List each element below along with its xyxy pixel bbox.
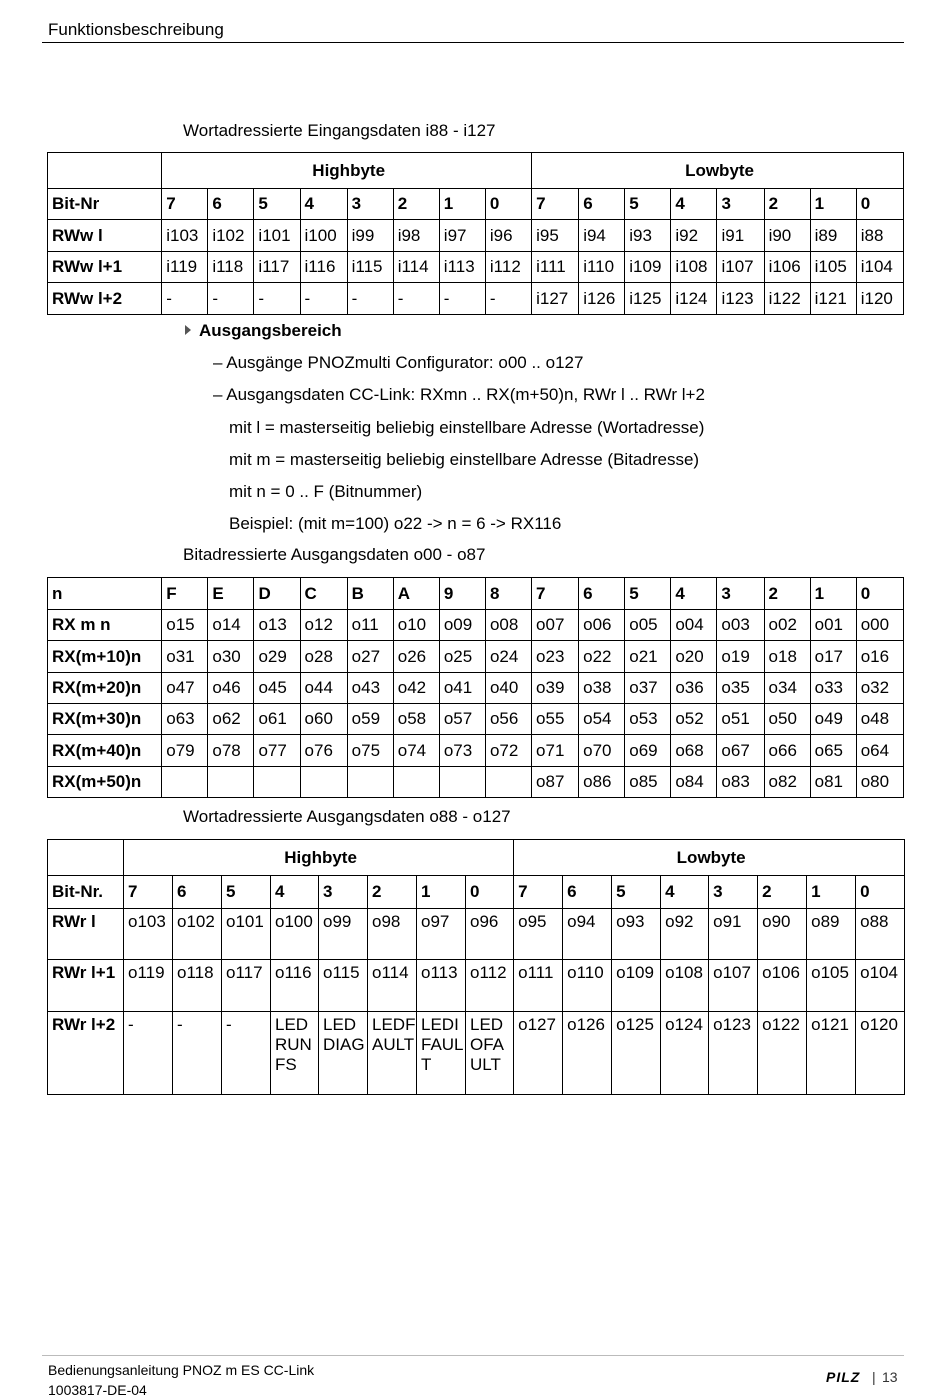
table-cell: o82: [764, 767, 810, 798]
table-cell: -: [173, 1012, 222, 1095]
table-cell: o125: [612, 1012, 661, 1095]
table-cell: o03: [717, 610, 764, 641]
table-cell: i88: [856, 220, 903, 252]
table-cell: 5: [254, 189, 300, 220]
table-cell: RX(m+40)n: [48, 735, 162, 767]
table-cell: 3: [709, 876, 758, 909]
table-row: [48, 220, 904, 252]
table-cell: o102: [173, 909, 222, 960]
table-cell: o105: [807, 960, 856, 1012]
table-cell: i111: [532, 252, 579, 283]
table-cell: RWr l+2: [48, 1012, 124, 1095]
table-cell: i127: [532, 283, 579, 315]
table-row: [48, 189, 904, 220]
table-cell: 2: [758, 876, 807, 909]
table-cell: o118: [173, 960, 222, 1012]
table-cell: 0: [856, 876, 905, 909]
table-cell: o59: [347, 704, 393, 735]
table-cell: i101: [254, 220, 300, 252]
table-cell: o78: [208, 735, 254, 767]
table-cell: o112: [466, 960, 514, 1012]
table-cell: o54: [579, 704, 625, 735]
table-cell: o103: [124, 909, 173, 960]
table-cell: o05: [625, 610, 671, 641]
table-cell: o69: [625, 735, 671, 767]
table-cell: o115: [319, 960, 368, 1012]
table-cell: o17: [810, 641, 856, 673]
table-cell: i122: [764, 283, 810, 315]
table-cell: o33: [810, 673, 856, 704]
table-cell: o127: [514, 1012, 563, 1095]
table-cell: 6: [208, 189, 254, 220]
table-cell: 6: [579, 578, 625, 610]
table-cell: o77: [254, 735, 300, 767]
table-cell: o76: [300, 735, 347, 767]
table-cell: 5: [625, 578, 671, 610]
table-row: [48, 641, 904, 673]
table-cell: o42: [393, 673, 439, 704]
header-rule: [42, 42, 904, 43]
table-cell: o68: [671, 735, 717, 767]
input-word-table: [47, 152, 904, 315]
table-cell: -: [124, 1012, 173, 1095]
table-cell: o26: [393, 641, 439, 673]
table-cell: o57: [439, 704, 485, 735]
table-cell: 4: [661, 876, 709, 909]
table-cell: o104: [856, 960, 905, 1012]
table-cell: i92: [671, 220, 717, 252]
table-cell: o95: [514, 909, 563, 960]
table-cell: -: [439, 283, 485, 315]
table-cell: i107: [717, 252, 764, 283]
table-cell: 4: [300, 189, 347, 220]
table-cell: 5: [625, 189, 671, 220]
section-bullet: – Ausgänge PNOZmulti Configurator: o00 .. o127: [213, 353, 584, 372]
table-cell: o72: [485, 735, 531, 767]
table-cell: i93: [625, 220, 671, 252]
table-cell: 7: [532, 189, 579, 220]
table-row: [48, 283, 904, 315]
table-cell: o51: [717, 704, 764, 735]
pilz-logo: PILZ: [826, 1369, 861, 1385]
table-cell: o47: [162, 673, 208, 704]
table-cell: o124: [661, 1012, 709, 1095]
table-cell: i114: [393, 252, 439, 283]
table-cell: o85: [625, 767, 671, 798]
table-cell: 5: [222, 876, 271, 909]
table-cell: o108: [661, 960, 709, 1012]
table-cell: o30: [208, 641, 254, 673]
table-cell: i89: [810, 220, 856, 252]
table-row: [48, 578, 904, 610]
table-cell: o80: [856, 767, 903, 798]
table-cell: o53: [625, 704, 671, 735]
table-cell: 6: [579, 189, 625, 220]
table-cell: o114: [368, 960, 417, 1012]
table-row: [48, 1012, 905, 1095]
table-cell: Bit-Nr: [48, 189, 162, 220]
table-row: [48, 909, 905, 960]
table-cell: i94: [579, 220, 625, 252]
table-cell: o61: [254, 704, 300, 735]
table-cell: i106: [764, 252, 810, 283]
table-cell: o06: [579, 610, 625, 641]
table-cell: -: [300, 283, 347, 315]
header-title: Funktionsbeschreibung: [48, 20, 224, 39]
table-row: [48, 704, 904, 735]
table-cell: o02: [764, 610, 810, 641]
table-cell: i90: [764, 220, 810, 252]
table-cell: D: [254, 578, 300, 610]
table-cell: o38: [579, 673, 625, 704]
table-cell: o99: [319, 909, 368, 960]
table-cell: i110: [579, 252, 625, 283]
page-number: 13: [882, 1369, 898, 1385]
table-cell: o63: [162, 704, 208, 735]
table-cell: [208, 767, 254, 798]
table-cell: LEDIFAULT: [417, 1012, 466, 1095]
table-cell: 2: [764, 189, 810, 220]
table-cell: 0: [466, 876, 514, 909]
table-row: [48, 960, 905, 1012]
table-cell: o90: [758, 909, 807, 960]
table-row: [48, 876, 905, 909]
table-cell: o64: [856, 735, 903, 767]
table-cell: -: [254, 283, 300, 315]
output-word-table: [47, 839, 905, 1095]
table-cell: o08: [485, 610, 531, 641]
table-cell: i118: [208, 252, 254, 283]
table-cell: o83: [717, 767, 764, 798]
table-cell: o81: [810, 767, 856, 798]
table-cell: o41: [439, 673, 485, 704]
table-cell: o10: [393, 610, 439, 641]
section-text: mit n = 0 .. F (Bitnummer): [229, 482, 423, 501]
table-cell: RWw l+2: [48, 283, 162, 315]
table-cell: o40: [485, 673, 531, 704]
table-cell: 0: [856, 189, 903, 220]
table-cell: o49: [810, 704, 856, 735]
table-row: [48, 673, 904, 704]
table-cell: -: [393, 283, 439, 315]
table-cell: 9: [439, 578, 485, 610]
section-text: mit l = masterseitig beliebig einstellbare Adresse (Wortadresse): [229, 418, 705, 437]
table-cell: o15: [162, 610, 208, 641]
table-cell: o94: [563, 909, 612, 960]
table-row: [48, 767, 904, 798]
table-cell: 4: [671, 578, 717, 610]
table-cell: i99: [347, 220, 393, 252]
table-cell: n: [48, 578, 162, 610]
table-cell: LEDOFAULT: [466, 1012, 514, 1095]
table-cell: RX m n: [48, 610, 162, 641]
table-cell: o126: [563, 1012, 612, 1095]
lowbyte-header: Lowbyte: [532, 153, 904, 189]
table-cell: 1: [810, 578, 856, 610]
table-cell: o97: [417, 909, 466, 960]
footer-manual-title: Bedienungsanleitung PNOZ m ES CC-Link: [48, 1362, 315, 1378]
table-cell: 1: [810, 189, 856, 220]
table-row: [48, 610, 904, 641]
table-cell: o120: [856, 1012, 905, 1095]
table-cell: A: [393, 578, 439, 610]
table-cell: o19: [717, 641, 764, 673]
output-bit-table: [47, 577, 904, 798]
table-cell: o91: [709, 909, 758, 960]
table-cell: o04: [671, 610, 717, 641]
table-cell: i91: [717, 220, 764, 252]
table-cell: o16: [856, 641, 903, 673]
table-cell: i117: [254, 252, 300, 283]
table-cell: i120: [856, 283, 903, 315]
table-cell: [300, 767, 347, 798]
table-cell: 0: [856, 578, 903, 610]
table-cell: LEDRUNFS: [271, 1012, 319, 1095]
table-cell: i100: [300, 220, 347, 252]
table-cell: o22: [579, 641, 625, 673]
table-cell: F: [162, 578, 208, 610]
table-cell: 1: [439, 189, 485, 220]
table-cell: o73: [439, 735, 485, 767]
table-cell: i113: [439, 252, 485, 283]
table-cell: o96: [466, 909, 514, 960]
table-cell: o09: [439, 610, 485, 641]
table-cell: o109: [612, 960, 661, 1012]
table-cell: o31: [162, 641, 208, 673]
table-cell: i109: [625, 252, 671, 283]
table-cell: -: [485, 283, 531, 315]
table-cell: o62: [208, 704, 254, 735]
table-row: [48, 252, 904, 283]
table-cell: -: [347, 283, 393, 315]
section-heading: [185, 321, 342, 341]
footer-rule: [42, 1355, 904, 1356]
table-cell: RX(m+10)n: [48, 641, 162, 673]
table-cell: 7: [124, 876, 173, 909]
table-cell: i112: [485, 252, 531, 283]
table-cell: C: [300, 578, 347, 610]
table-cell: i125: [625, 283, 671, 315]
table-cell: LEDDIAG: [319, 1012, 368, 1095]
table-cell: 6: [563, 876, 612, 909]
table-cell: o116: [271, 960, 319, 1012]
table-cell: o123: [709, 1012, 758, 1095]
table-cell: o28: [300, 641, 347, 673]
table-cell: o87: [532, 767, 579, 798]
table-cell: o86: [579, 767, 625, 798]
table-cell: o44: [300, 673, 347, 704]
table-cell: o13: [254, 610, 300, 641]
table-cell: RX(m+20)n: [48, 673, 162, 704]
table-cell: o43: [347, 673, 393, 704]
table-cell: o27: [347, 641, 393, 673]
section-title: Ausgangsbereich: [199, 321, 342, 340]
table-cell: [48, 153, 162, 189]
table-cell: i115: [347, 252, 393, 283]
table-cell: o79: [162, 735, 208, 767]
table-cell: [162, 767, 208, 798]
table-cell: i126: [579, 283, 625, 315]
table-cell: 7: [514, 876, 563, 909]
table-cell: o70: [579, 735, 625, 767]
table-cell: o89: [807, 909, 856, 960]
table-cell: o65: [810, 735, 856, 767]
table-cell: o45: [254, 673, 300, 704]
table-cell: o34: [764, 673, 810, 704]
table-cell: o75: [347, 735, 393, 767]
section-text: Beispiel: (mit m=100) o22 -> n = 6 -> RX116: [229, 514, 562, 533]
table-cell: o117: [222, 960, 271, 1012]
table-cell: RX(m+30)n: [48, 704, 162, 735]
table-cell: 3: [717, 578, 764, 610]
table-cell: o14: [208, 610, 254, 641]
table-cell: o71: [532, 735, 579, 767]
table-row: [48, 735, 904, 767]
table-cell: 1: [417, 876, 466, 909]
table-cell: RWw l+1: [48, 252, 162, 283]
table-cell: o119: [124, 960, 173, 1012]
table-cell: [254, 767, 300, 798]
table-cell: RX(m+50)n: [48, 767, 162, 798]
table-cell: -: [222, 1012, 271, 1095]
table-cell: [485, 767, 531, 798]
table-cell: i123: [717, 283, 764, 315]
table-cell: o74: [393, 735, 439, 767]
table-cell: o21: [625, 641, 671, 673]
table-cell: o07: [532, 610, 579, 641]
table-cell: 3: [717, 189, 764, 220]
highbyte-header: Highbyte: [124, 840, 514, 876]
table-cell: o121: [807, 1012, 856, 1095]
table-cell: [439, 767, 485, 798]
table-cell: o39: [532, 673, 579, 704]
table-cell: o25: [439, 641, 485, 673]
table-cell: o37: [625, 673, 671, 704]
section-bullet: – Ausgangsdaten CC-Link: RXmn .. RX(m+50)n, RWr l .. RWr l+2: [213, 385, 705, 404]
table-cell: o48: [856, 704, 903, 735]
table-cell: o98: [368, 909, 417, 960]
table-cell: 4: [671, 189, 717, 220]
table-cell: 3: [319, 876, 368, 909]
table-cell: i102: [208, 220, 254, 252]
table-cell: i119: [162, 252, 208, 283]
table-cell: o52: [671, 704, 717, 735]
lowbyte-header: Lowbyte: [514, 840, 905, 876]
table-cell: o110: [563, 960, 612, 1012]
table-cell: E: [208, 578, 254, 610]
table-cell: i97: [439, 220, 485, 252]
table-cell: o35: [717, 673, 764, 704]
table-cell: o93: [612, 909, 661, 960]
table-cell: o12: [300, 610, 347, 641]
table-cell: i105: [810, 252, 856, 283]
table-cell: o18: [764, 641, 810, 673]
table-cell: o00: [856, 610, 903, 641]
table-cell: i124: [671, 283, 717, 315]
table-cell: i95: [532, 220, 579, 252]
table-cell: o84: [671, 767, 717, 798]
table-cell: 7: [162, 189, 208, 220]
table-cell: 3: [347, 189, 393, 220]
table-cell: RWr l: [48, 909, 124, 960]
table-cell: 6: [173, 876, 222, 909]
table-cell: o11: [347, 610, 393, 641]
table-cell: [48, 840, 124, 876]
table-cell: -: [208, 283, 254, 315]
table-cell: o66: [764, 735, 810, 767]
table-cell: o113: [417, 960, 466, 1012]
table-cell: i103: [162, 220, 208, 252]
table-cell: o101: [222, 909, 271, 960]
table-cell: o122: [758, 1012, 807, 1095]
table-cell: i98: [393, 220, 439, 252]
table-cell: LEDFAULT: [368, 1012, 417, 1095]
table-cell: -: [162, 283, 208, 315]
table-cell: i121: [810, 283, 856, 315]
table3-caption: Wortadressierte Ausgangsdaten o88 - o127: [183, 807, 511, 826]
table-cell: Bit-Nr.: [48, 876, 124, 909]
table-cell: o20: [671, 641, 717, 673]
table-cell: 1: [807, 876, 856, 909]
table-cell: o106: [758, 960, 807, 1012]
footer-separator: |: [872, 1369, 876, 1385]
table-cell: [393, 767, 439, 798]
table-cell: o50: [764, 704, 810, 735]
section-text: mit m = masterseitig beliebig einstellbare Adresse (Bitadresse): [229, 450, 700, 469]
table-cell: 8: [485, 578, 531, 610]
table-cell: o01: [810, 610, 856, 641]
table-cell: i96: [485, 220, 531, 252]
table-cell: o56: [485, 704, 531, 735]
table-cell: RWr l+1: [48, 960, 124, 1012]
table-cell: B: [347, 578, 393, 610]
table-cell: 2: [368, 876, 417, 909]
table-cell: o46: [208, 673, 254, 704]
arrow-right-icon: [185, 325, 191, 335]
table-cell: o107: [709, 960, 758, 1012]
table-cell: o36: [671, 673, 717, 704]
table-cell: o55: [532, 704, 579, 735]
table-cell: o58: [393, 704, 439, 735]
table-cell: o29: [254, 641, 300, 673]
table-cell: i104: [856, 252, 903, 283]
table2-caption: Bitadressierte Ausgangsdaten o00 - o87: [183, 545, 486, 564]
table-cell: 2: [393, 189, 439, 220]
table-cell: o88: [856, 909, 905, 960]
table-cell: o24: [485, 641, 531, 673]
table-cell: 0: [485, 189, 531, 220]
table-cell: o23: [532, 641, 579, 673]
highbyte-header: Highbyte: [162, 153, 532, 189]
table-cell: 2: [764, 578, 810, 610]
table-cell: o92: [661, 909, 709, 960]
table-cell: i116: [300, 252, 347, 283]
table-cell: [347, 767, 393, 798]
footer-doc-number: 1003817-DE-04: [48, 1382, 147, 1398]
table-cell: 5: [612, 876, 661, 909]
table-cell: o100: [271, 909, 319, 960]
table-cell: o111: [514, 960, 563, 1012]
table-cell: RWw l: [48, 220, 162, 252]
table-cell: 7: [532, 578, 579, 610]
table-cell: o67: [717, 735, 764, 767]
table-cell: i108: [671, 252, 717, 283]
table-cell: 4: [271, 876, 319, 909]
table1-caption: Wortadressierte Eingangsdaten i88 - i127: [183, 121, 496, 140]
table-cell: o60: [300, 704, 347, 735]
table-cell: o32: [856, 673, 903, 704]
